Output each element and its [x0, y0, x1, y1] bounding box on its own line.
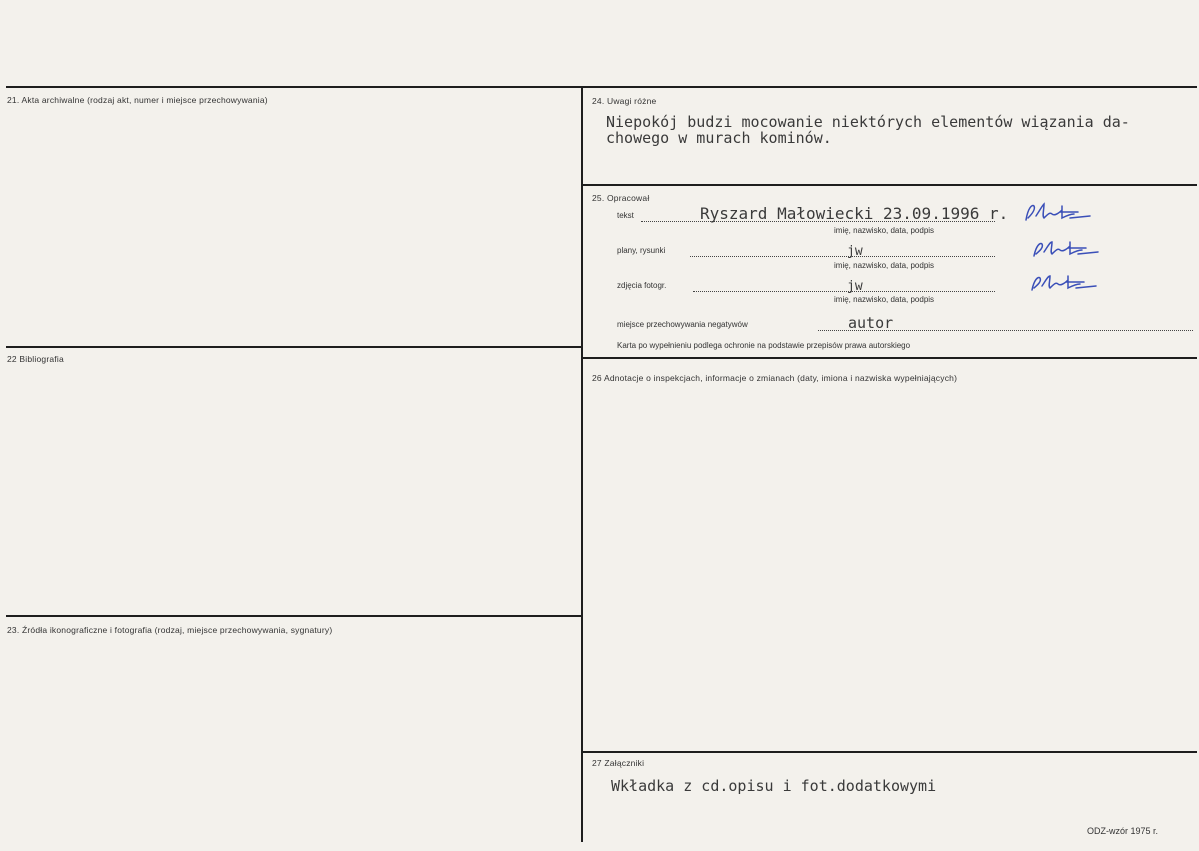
plany-value: jw — [847, 244, 863, 259]
negatywy-label: miejsce przechowywania negatywów — [617, 320, 748, 329]
section-21-label: 21. Akta archiwalne (rodzaj akt, numer i miejsce przechowywania) — [7, 95, 268, 105]
tekst-caption: imię, nazwisko, data, podpis — [834, 226, 935, 235]
plany-label: plany, rysunki — [617, 246, 666, 255]
section-22-label: 22 Bibliografia — [7, 354, 64, 364]
section-27-label: 27 Załączniki — [592, 758, 645, 768]
plany-line — [690, 256, 995, 257]
tekst-label: tekst — [617, 211, 634, 220]
signature-2 — [1030, 238, 1110, 260]
section-25-label: 25. Opracował — [592, 193, 650, 203]
section-24-label: 24. Uwagi różne — [592, 96, 657, 106]
tekst-value: Ryszard Małowiecki 23.09.1996 r. — [700, 204, 1009, 223]
attachments-value: Wkładka z cd.opisu i fot.dodatkowymi — [611, 777, 937, 795]
form-footer: ODZ-wzór 1975 r. — [1087, 826, 1159, 836]
signature-1 — [1018, 200, 1098, 226]
negatywy-value: autor — [848, 314, 894, 332]
left-rule-22 — [6, 346, 581, 348]
center-divider — [581, 86, 583, 842]
signature-3 — [1028, 272, 1108, 294]
zdjecia-label: zdjęcia fotogr. — [617, 281, 667, 290]
section-26-label: 26 Adnotacje o inspekcjach, informacje o zmianach (daty, imiona i nazwiska wypełniających) — [592, 373, 958, 383]
right-rule-26 — [583, 357, 1197, 359]
copyright-note: Karta po wypełnieniu podlega ochronie na podstawie przepisów prawa autorskiego — [617, 341, 911, 350]
section-23-label: 23. Źródła ikonograficzne i fotografia (rodzaj, miejsce przechowywania, sygnatury) — [7, 625, 333, 635]
remarks-line-1: Niepokój budzi mocowanie niektórych elementów wiązania da- — [606, 113, 1130, 131]
plany-caption: imię, nazwisko, data, podpis — [834, 261, 935, 270]
top-rule — [6, 86, 1197, 88]
zdjecia-line — [693, 291, 995, 292]
zdjecia-caption: imię, nazwisko, data, podpis — [834, 295, 935, 304]
zdjecia-value: jw — [847, 279, 863, 294]
right-rule-25 — [583, 184, 1197, 186]
remarks-line-2: chowego w murach kominów. — [606, 129, 832, 147]
right-rule-27 — [583, 751, 1197, 753]
left-rule-23 — [6, 615, 581, 617]
